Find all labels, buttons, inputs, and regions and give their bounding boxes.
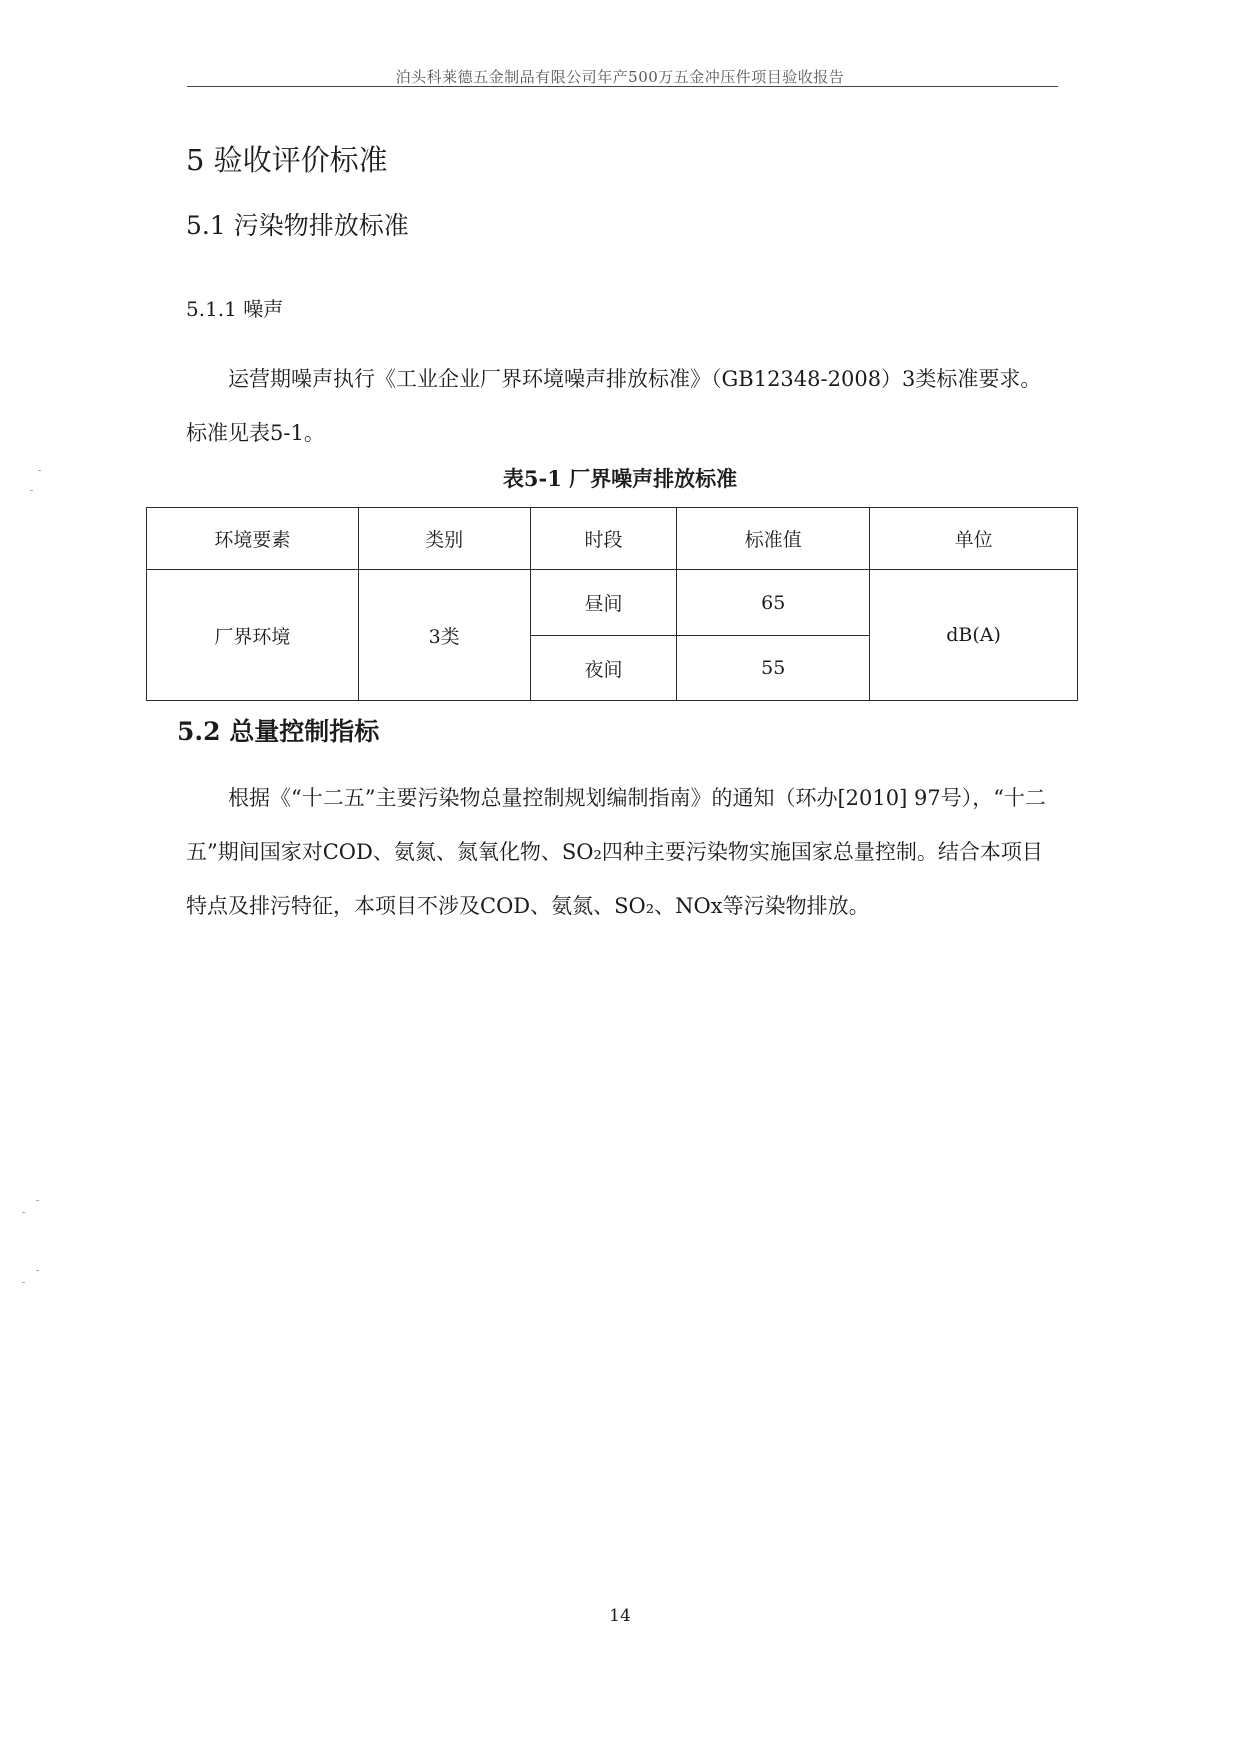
table-header-cell: 环境要素 xyxy=(147,508,359,570)
table-header-cell: 类别 xyxy=(358,508,530,570)
section-heading: 5 验收评价标准 xyxy=(186,143,388,177)
subsection-heading-5-2: 5.2 总量控制指标 xyxy=(177,717,380,746)
noise-standard-table xyxy=(146,507,1078,701)
standard-value-cell: 55 xyxy=(677,636,870,701)
table-header-row xyxy=(147,508,1078,570)
scan-speck xyxy=(36,1270,39,1271)
subsection-heading-5-1: 5.1 污染物排放标准 xyxy=(186,211,409,240)
page-number: 14 xyxy=(609,1606,631,1626)
category-cell: 3类 xyxy=(358,570,530,701)
header-rule xyxy=(187,86,1058,87)
table-caption: 表5-1 厂界噪声排放标准 xyxy=(502,466,738,491)
unit-cell: dB(A) xyxy=(870,570,1078,701)
table-header-cell: 单位 xyxy=(870,508,1078,570)
subsubsection-heading-5-1-1: 5.1.1 噪声 xyxy=(186,297,284,321)
scan-speck xyxy=(22,1282,25,1283)
table-header-cell: 时段 xyxy=(530,508,677,570)
standard-value-cell: 65 xyxy=(677,570,870,636)
table-header-cell: 标准值 xyxy=(677,508,870,570)
environment-element-cell: 厂界环境 xyxy=(147,570,359,701)
total-control-paragraph: 根据《“十二五”主要污染物总量控制规划编制指南》的通知（环办[2010] 97号），“十二五”期间国家对COD、氨氮、氮氧化物、SO₂四种主要污染物实施国家总量控制。结合本项目特点及排污特征，本项目不涉及COD、氨氮、SO₂、NOx等污染物排放。 xyxy=(186,786,1046,918)
scan-speck xyxy=(30,490,33,491)
running-header: 泊头科莱德五金制品有限公司年产500万五金冲压件项目验收报告 xyxy=(395,68,845,86)
period-cell: 昼间 xyxy=(530,570,677,636)
period-cell: 夜间 xyxy=(530,636,677,701)
scan-speck xyxy=(22,1212,25,1213)
scan-speck xyxy=(38,470,41,471)
noise-standard-paragraph: 运营期噪声执行《工业企业厂界环境噪声排放标准》（GB12348-2008）3类标准要求。标准见表5-1。 xyxy=(186,367,1042,445)
scan-speck xyxy=(36,1200,39,1201)
table-row xyxy=(147,570,1078,636)
